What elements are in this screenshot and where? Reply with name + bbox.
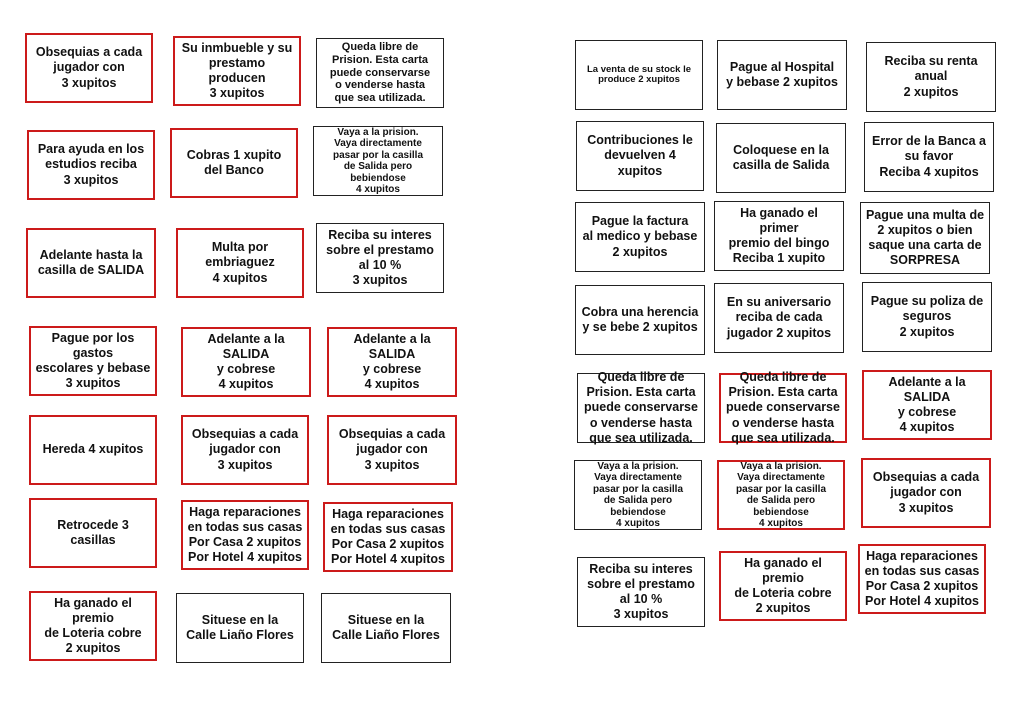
card-l16: Retrocede 3 casillas (29, 498, 157, 568)
card-l17: Haga reparaciones en todas sus casas Por Casa 2 xupitos Por Hotel 4 xupitos (181, 500, 309, 570)
card-r1: La venta de su stock le produce 2 xupitos (575, 40, 703, 110)
card-r3: Reciba su renta anual 2 xupitos (866, 42, 996, 112)
card-r5: Coloquese en la casilla de Salida (716, 123, 846, 193)
card-l21: Situese en la Calle Liaño Flores (321, 593, 451, 663)
card-r11: En su aniversario reciba de cada jugador 2 xupitos (714, 283, 844, 353)
card-l20: Situese en la Calle Liaño Flores (176, 593, 304, 663)
card-l12: Adelante a la SALIDA y cobrese 4 xupitos (327, 327, 457, 397)
card-l3: Queda libre de Prision. Esta carta puede conservarse o venderse hasta que sea utilizada. (316, 38, 444, 108)
card-r19: Reciba su interes sobre el prestamo al 10 % 3 xupitos (577, 557, 705, 627)
card-l11: Adelante a la SALIDA y cobrese 4 xupitos (181, 327, 311, 397)
card-l13: Hereda 4 xupitos (29, 415, 157, 485)
card-l9: Reciba su interes sobre el prestamo al 10 % 3 xupitos (316, 223, 444, 293)
card-r9: Pague una multa de 2 xupitos o bien saque una carta de SORPRESA (860, 202, 990, 274)
card-l19: Ha ganado el premio de Loteria cobre 2 xupitos (29, 591, 157, 661)
card-r13: Queda libre de Prision. Esta carta puede conservarse o venderse hasta que sea utilizada. (577, 373, 705, 443)
card-r16: Vaya a la prision. Vaya directamente pasar por la casilla de Salida pero bebiendose 4 xupitos (574, 460, 702, 530)
card-l5: Cobras 1 xupito del Banco (170, 128, 298, 198)
card-r17: Vaya a la prision. Vaya directamente pasar por la casilla de Salida pero bebiendose 4 xupitos (717, 460, 845, 530)
card-l8: Multa por embriaguez 4 xupitos (176, 228, 304, 298)
card-r7: Pague la factura al medico y bebase 2 xupitos (575, 202, 705, 272)
card-r21: Haga reparaciones en todas sus casas Por Casa 2 xupitos Por Hotel 4 xupitos (858, 544, 986, 614)
card-l1: Obsequias a cada jugador con 3 xupitos (25, 33, 153, 103)
card-r6: Error de la Banca a su favor Reciba 4 xupitos (864, 122, 994, 192)
card-r18: Obsequias a cada jugador con 3 xupitos (861, 458, 991, 528)
card-l18: Haga reparaciones en todas sus casas Por Casa 2 xupitos Por Hotel 4 xupitos (323, 502, 453, 572)
card-l4: Para ayuda en los estudios reciba 3 xupitos (27, 130, 155, 200)
card-r2: Pague al Hospital y bebase 2 xupitos (717, 40, 847, 110)
card-r15: Adelante a la SALIDA y cobrese 4 xupitos (862, 370, 992, 440)
card-r4: Contribuciones le devuelven 4 xupitos (576, 121, 704, 191)
card-l2: Su inmbueble y su prestamo producen 3 xupitos (173, 36, 301, 106)
card-r12: Pague su poliza de seguros 2 xupitos (862, 282, 992, 352)
card-l14: Obsequias a cada jugador con 3 xupitos (181, 415, 309, 485)
card-r20: Ha ganado el premio de Loteria cobre 2 xupitos (719, 551, 847, 621)
card-l6: Vaya a la prision. Vaya directamente pasar por la casilla de Salida pero bebiendose 4 xupitos (313, 126, 443, 196)
card-r8: Ha ganado el primer premio del bingo Reciba 1 xupito (714, 201, 844, 271)
card-l7: Adelante hasta la casilla de SALIDA (26, 228, 156, 298)
card-l15: Obsequias a cada jugador con 3 xupitos (327, 415, 457, 485)
card-r10: Cobra una herencia y se bebe 2 xupitos (575, 285, 705, 355)
card-r14: Queda libre de Prision. Esta carta puede conservarse o venderse hasta que sea utilizada. (719, 373, 847, 443)
card-l10: Pague por los gastos escolares y bebase 3 xupitos (29, 326, 157, 396)
